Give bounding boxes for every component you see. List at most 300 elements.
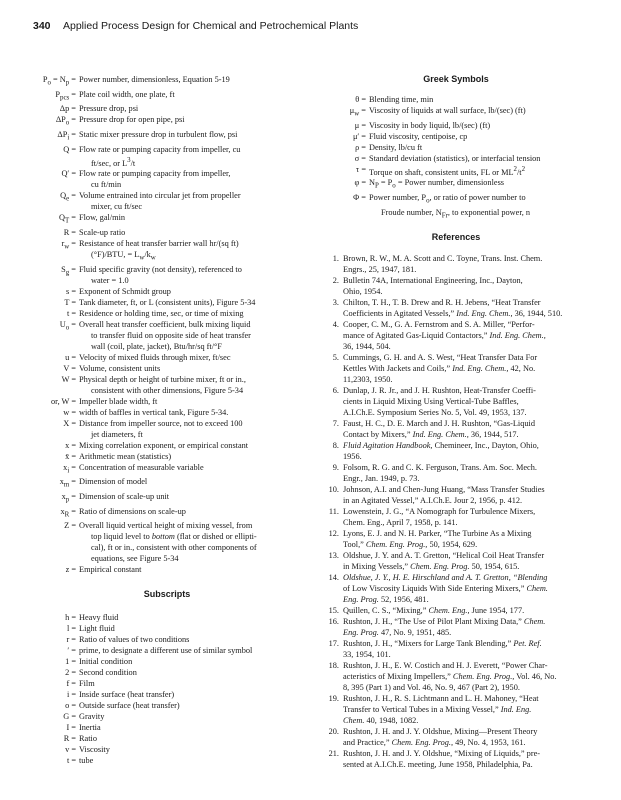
reference-text: [343, 275, 587, 297]
book-title: Applied Process Design for Chemical and Petrochemical Plants: [63, 20, 359, 32]
reference-number: 9.: [332, 463, 339, 473]
reference-entry: [325, 275, 587, 297]
nomenclature-definition: [79, 476, 312, 491]
subscript-symbol: o =: [65, 701, 76, 711]
definition-line: Volume entrained into circular jet from propeller: [79, 191, 241, 201]
nomenclature-definition: [79, 440, 312, 451]
greek-definition: [369, 164, 587, 178]
subscript-definition: Light fluid: [79, 624, 115, 634]
nomenclature-entry: [22, 451, 312, 462]
reference-number: 6.: [332, 386, 339, 396]
definition-line: Froude number, $N_{Fr}$, to exponential power, n: [381, 207, 531, 220]
reference-line: Chem. Eng., April 7, 1958, p. 141.: [343, 518, 458, 528]
definition-line: Fluid specific gravity (not density), referenced to: [79, 264, 242, 274]
definition-line: Blending time, min: [369, 95, 434, 104]
reference-entry: [325, 352, 587, 385]
definition-line: Power number, $P_o$, or ratio of power number to: [369, 193, 526, 205]
reference-entry: [325, 385, 587, 418]
greek-symbol-entry: [325, 192, 587, 221]
reference-entry: [325, 297, 587, 319]
reference-line: Fluid Agitation Handbook, Chemineer, Inc., Dayton, Ohio,: [343, 441, 539, 451]
subscript-symbol: 1 =: [65, 657, 76, 667]
nomenclature-symbol: R =: [63, 228, 76, 238]
reference-entry: [325, 693, 587, 726]
reference-entry: [325, 660, 587, 693]
definition-line: Viscosity of liquids at wall surface, lb/(sec) (ft): [369, 106, 526, 115]
nomenclature-definition: [79, 396, 312, 407]
nomenclature-list: [22, 74, 312, 575]
reference-text: [343, 506, 587, 528]
left-column: [22, 74, 312, 766]
definition-line: Flow rate or pumping capacity from impeller, cu: [79, 144, 241, 154]
nomenclature-entry: [22, 144, 312, 169]
subscript-definition: tube: [79, 756, 94, 766]
definition-line: Volume, consistent units: [79, 363, 161, 373]
right-column: [325, 74, 587, 770]
reference-line: Folsom, R. G. and C. K. Ferguson, Trans. Am. Soc. Mech.: [343, 463, 537, 473]
nomenclature-symbol: $\Delta P_o$ =: [55, 115, 76, 127]
greek-symbol-entry: [325, 164, 587, 178]
nomenclature-entry: [22, 114, 312, 129]
greek-definition: [369, 120, 587, 131]
nomenclature-definition: [79, 506, 312, 521]
reference-line: acteristics of Mixing Impellers,” Chem. Eng. Prog., Vol. 46, No.: [343, 672, 557, 682]
greek-definition: [369, 142, 587, 153]
nomenclature-entry: [22, 74, 312, 89]
nomenclature-entry: [22, 264, 312, 286]
subscript-symbol: f =: [66, 679, 76, 689]
subscript-definition: prime, to designate a different use of similar symbol: [79, 646, 253, 656]
greek-symbols-list: [325, 94, 587, 221]
nomenclature-definition: [79, 129, 312, 144]
reference-line: Rushton, J. H. and J. Y. Oldshue, “Mixing of Liquids,” pre-: [343, 749, 541, 759]
subscript-definition: Gravity: [79, 712, 105, 722]
nomenclature-symbol: $Q_e$ =: [60, 191, 76, 204]
reference-entry: [325, 506, 587, 528]
reference-entry: [325, 638, 587, 660]
definition-line: Distance from impeller source, not to exceed 100: [79, 418, 243, 428]
subscripts-list: [22, 612, 312, 766]
subscript-symbol: 2 =: [65, 668, 76, 678]
nomenclature-entry: [22, 286, 312, 297]
nomenclature-definition: [79, 308, 312, 319]
nomenclature-entry: [22, 227, 312, 238]
reference-line: mance of Agitated Gas-Liquid Contactors,” Ind. Eng. Chem.,: [343, 331, 546, 341]
greek-symbol: τ =: [355, 164, 366, 174]
reference-line: Rushton, J. H. and J. Y. Oldshue, Mixing—Present Theory: [343, 727, 538, 737]
reference-number: 17.: [328, 639, 339, 649]
reference-number: 5.: [332, 353, 339, 363]
reference-entry: [325, 528, 587, 550]
greek-symbols-heading: Greek Symbols: [423, 74, 489, 84]
reference-line: A.I.Ch.E. Symposium Series No. 5, Vol. 49, 1953, 137.: [343, 408, 527, 418]
nomenclature-symbol: Z =: [64, 521, 76, 531]
reference-text: [343, 253, 587, 275]
nomenclature-definition: [79, 74, 312, 89]
page-number: 340: [33, 20, 51, 32]
nomenclature-symbol: t =: [66, 308, 76, 318]
reference-line: Brown, R. W., M. A. Scott and C. Toyne, Trans. Inst. Chem.: [343, 254, 543, 264]
nomenclature-entry: [22, 352, 312, 363]
subscripts-heading: Subscripts: [143, 589, 191, 600]
subscript-definition: Second condition: [79, 668, 137, 678]
reference-number: 2.: [332, 276, 339, 286]
definition-line: Static mixer pressure drop in turbulent flow, psi: [79, 129, 238, 139]
definition-line: Resistance of heat transfer barrier wall hr/(sq ft): [79, 239, 239, 249]
nomenclature-entry: [22, 476, 312, 491]
nomenclature-symbol: $r_w$ =: [61, 239, 76, 251]
definition-line: Concentration of measurable variable: [79, 462, 204, 472]
nomenclature-definition: [79, 491, 312, 506]
nomenclature-definition: [79, 212, 312, 227]
reference-text: [343, 462, 587, 484]
reference-entry: [325, 418, 587, 440]
greek-symbol-entry: [325, 131, 587, 142]
reference-number: 4.: [332, 320, 339, 330]
subscript-entry: [22, 667, 312, 678]
reference-line: Chilton, T. H., T. B. Drew and R. H. Jebens, “Heat Transfer: [343, 298, 541, 308]
greek-symbol: θ =: [355, 95, 366, 104]
reference-text: [343, 638, 587, 660]
definition-line: Exponent of Schmidt group: [79, 286, 171, 296]
greek-symbol: Φ =: [353, 193, 366, 203]
definition-line: to transfer fluid on opposite side of heat transfer: [91, 330, 251, 340]
reference-line: 11,2303, 1950.: [343, 375, 393, 385]
subscript-entry: [22, 733, 312, 744]
nomenclature-definition: [79, 227, 312, 238]
subscript-entry: [22, 656, 312, 667]
greek-symbol-entry: [325, 177, 587, 192]
nomenclature-definition: [79, 103, 312, 114]
reference-text: [343, 352, 587, 385]
nomenclature-symbol: or, W =: [50, 396, 76, 406]
nomenclature-symbol: $x_R$ =: [60, 506, 76, 519]
subscript-definition: Outside surface (heat transfer): [79, 701, 180, 711]
reference-line: Rushton, J. H., R. S. Lichtmann and L. H. Mahoney, “Heat: [343, 694, 539, 704]
definition-line: jet diameters, ft: [91, 429, 143, 439]
reference-entry: [325, 572, 587, 605]
nomenclature-definition: [79, 168, 312, 190]
subscript-entry: [22, 678, 312, 689]
reference-line: Rushton, J. H., E. W. Costich and H. J. Everett, “Power Char-: [343, 661, 548, 671]
reference-line: Quillen, C. S., “Mixing,” Chem. Eng., June 1954, 177.: [343, 606, 525, 616]
reference-line: 1956.: [343, 452, 362, 462]
reference-line: Coefficients in Agitated Vessels,” Ind. Eng. Chem., 36, 1944, 510.: [343, 309, 563, 319]
subscript-symbol: t =: [66, 756, 76, 766]
reference-line: Johnson, A.I. and Chen-Jung Huang, “Mass Transfer Studies: [343, 485, 545, 495]
nomenclature-symbol: $P_o = N_p$ =: [42, 75, 76, 87]
reference-text: [343, 418, 587, 440]
reference-line: cients in Liquid Mixing Using Vertical-Tube Baffles,: [343, 397, 519, 407]
subscript-entry: [22, 689, 312, 700]
reference-line: Oldshue, J. Y. and A. T. Gretton, “Helical Coil Heat Transfer: [343, 551, 545, 561]
reference-line: Transfer to Vertical Tubes in a Mixing Vessel,” Ind. Eng.: [343, 705, 532, 715]
reference-text: [343, 297, 587, 319]
nomenclature-entry: [22, 89, 312, 104]
reference-entry: [325, 748, 587, 770]
nomenclature-entry: [22, 168, 312, 190]
page-header: [33, 20, 593, 36]
definition-line: Flow rate or pumping capacity from impeller,: [79, 169, 231, 179]
nomenclature-definition: [79, 114, 312, 129]
subscript-definition: Inertia: [79, 723, 101, 733]
definition-line: Viscosity in body liquid, lb/(sec) (ft): [369, 120, 491, 130]
references-heading: References: [431, 232, 481, 243]
nomenclature-definition: [79, 352, 312, 363]
subscript-entry: [22, 645, 312, 656]
reference-entry: [325, 253, 587, 275]
reference-text: [343, 748, 587, 770]
subscript-symbol: l =: [66, 624, 76, 634]
nomenclature-entry: [22, 363, 312, 374]
definition-line: Physical depth or height of turbine mixer, ft or in.,: [79, 374, 246, 384]
nomenclature-entry: [22, 520, 312, 564]
nomenclature-entry: [22, 506, 312, 521]
subscript-symbol: G =: [63, 712, 76, 722]
subscript-entry: [22, 711, 312, 722]
reference-text: [343, 440, 587, 462]
nomenclature-entry: [22, 374, 312, 396]
greek-symbol-entry: [325, 120, 587, 131]
definition-line: width of baffles in vertical tank, Figure 5-34.: [79, 407, 229, 417]
nomenclature-symbol: T =: [64, 297, 76, 307]
reference-line: of Low Viscosity Liquids With Side Entering Mixers,” Chem.: [343, 584, 548, 594]
definition-line: Overall liquid vertical height of mixing vessel, from: [79, 521, 253, 531]
definition-line: Impeller blade width, ft: [79, 396, 158, 406]
reference-entry: [325, 440, 587, 462]
greek-symbol-entry: [325, 142, 587, 153]
nomenclature-definition: [79, 319, 312, 352]
greek-symbol-entry: [325, 94, 587, 105]
definition-line: Plate coil width, one plate, ft: [79, 89, 175, 99]
reference-line: Rushton, J. H., “The Use of Pilot Plant Mixing Data,” Chem.: [343, 617, 546, 627]
greek-symbol: μ′ =: [352, 131, 366, 141]
subscript-definition: Inside surface (heat transfer): [79, 690, 175, 700]
subscript-symbol: ′ =: [67, 646, 76, 656]
reference-entry: [325, 616, 587, 638]
nomenclature-definition: [79, 190, 312, 212]
nomenclature-entry: [22, 564, 312, 575]
nomenclature-symbol: $x_i$ =: [63, 462, 76, 475]
reference-number: 1.: [332, 254, 339, 264]
reference-number: 13.: [328, 551, 339, 561]
greek-definition: [369, 94, 587, 105]
subscript-definition: Film: [79, 679, 95, 689]
nomenclature-entry: [22, 238, 312, 264]
definition-line: Overall heat transfer coefficient, bulk mixing liquid: [79, 319, 251, 329]
reference-text: [343, 528, 587, 550]
subscript-definition: Viscosity: [79, 745, 110, 755]
nomenclature-symbol: Q =: [63, 144, 76, 154]
definition-line: Tank diameter, ft, or L (consistent units), Figure 5-34: [79, 297, 256, 307]
reference-entry: [325, 726, 587, 748]
reference-number: 15.: [328, 606, 339, 616]
reference-line: Contact by Mixers,” Ind. Eng. Chem., 36, 1944, 517.: [343, 430, 519, 440]
reference-line: Lyons, E. J. and N. H. Parker, “The Turbine As a Mixing: [343, 529, 532, 539]
greek-symbol: ρ =: [355, 142, 366, 152]
nomenclature-symbol: V =: [63, 363, 76, 373]
reference-text: [343, 693, 587, 726]
reference-line: Faust, H. C., D. E. March and J. H. Rushton, “Gas-Liquid: [343, 419, 535, 429]
nomenclature-symbol: W =: [61, 374, 76, 384]
reference-line: 36, 1944, 504.: [343, 342, 391, 352]
reference-entry: [325, 319, 587, 352]
subscript-entry: [22, 700, 312, 711]
definition-line: Ratio of dimensions on scale-up: [79, 506, 186, 516]
nomenclature-entry: [22, 308, 312, 319]
definition-line: mixer, cu ft/sec: [91, 202, 143, 212]
nomenclature-symbol: x =: [65, 440, 76, 450]
nomenclature-symbol: w =: [63, 407, 76, 417]
subscript-entry: [22, 722, 312, 733]
nomenclature-definition: [79, 418, 312, 440]
reference-entry: [325, 462, 587, 484]
nomenclature-symbol: $U_o$ =: [59, 319, 76, 332]
reference-line: Cummings, G. H. and A. S. West, “Heat Transfer Data For: [343, 353, 538, 363]
subscript-entry: [22, 634, 312, 645]
nomenclature-entry: [22, 407, 312, 418]
nomenclature-entry: [22, 440, 312, 451]
reference-number: 10.: [328, 485, 339, 495]
reference-number: 8.: [332, 441, 339, 451]
reference-line: Cooper, C. M., G. A. Fernstrom and S. A. Miller, “Perfor-: [343, 320, 535, 330]
reference-number: 19.: [328, 694, 339, 704]
reference-line: Tool,” Chem. Eng. Prog., 50, 1954, 629.: [343, 540, 478, 550]
nomenclature-entry: [22, 103, 312, 114]
nomenclature-definition: [79, 564, 312, 575]
reference-line: Rushton, J. H., “Mixers for Large Tank Blending,” Pet. Ref.: [343, 639, 542, 649]
nomenclature-entry: [22, 297, 312, 308]
definition-line: cu ft/min: [91, 180, 122, 190]
nomenclature-definition: [79, 451, 312, 462]
nomenclature-definition: [79, 238, 312, 264]
reference-text: [343, 319, 587, 352]
nomenclature-definition: [79, 286, 312, 297]
reference-entry: [325, 605, 587, 616]
greek-symbol-entry: [325, 105, 587, 120]
definition-line: $N_P = P_o$ = Power number, dimensionless: [369, 178, 505, 191]
greek-symbol: μ =: [354, 120, 366, 130]
reference-line: Engrs., 25, 1947, 181.: [343, 265, 417, 275]
reference-number: 11.: [328, 507, 339, 517]
reference-line: Ohio, 1954.: [343, 287, 383, 297]
definition-line: equations, see Figure 5-34: [91, 554, 179, 564]
reference-line: Chem. 40, 1948, 1082.: [343, 716, 419, 726]
reference-line: and Practice,” Chem. Eng. Prog., 49, No. 4, 1953, 161.: [343, 738, 526, 748]
reference-line: sented at A.I.Ch.E. meeting, June 1958, Philadelphia, Pa.: [343, 760, 533, 770]
nomenclature-definition: [79, 297, 312, 308]
definition-line: Mixing correlation exponent, or empirical constant: [79, 440, 249, 450]
reference-line: Bulletin 74A, International Engineering, Inc., Dayton,: [343, 276, 523, 286]
nomenclature-definition: [79, 144, 312, 169]
reference-entry: [325, 550, 587, 572]
definition-line: (°F)/BTU, = $L_w/k_w$: [91, 250, 156, 262]
subscript-symbol: R =: [63, 734, 76, 744]
reference-line: Kettles With Jackets and Coils,” Ind. Eng. Chem., 42, No.: [343, 364, 536, 374]
nomenclature-symbol: z =: [65, 565, 76, 575]
reference-text: [343, 385, 587, 418]
nomenclature-symbol: $x_p$ =: [61, 492, 76, 504]
nomenclature-symbol: $\Delta P_i$ =: [57, 129, 76, 142]
subscript-symbol: I =: [66, 723, 76, 733]
subscript-symbol: v =: [65, 745, 76, 755]
definition-line: consistent with other dimensions, Figure 5-34: [91, 385, 244, 395]
nomenclature-symbol: Q′ =: [61, 169, 76, 179]
subscript-symbol: h =: [65, 613, 76, 623]
nomenclature-entry: [22, 491, 312, 506]
reference-text: [343, 726, 587, 748]
definition-line: Residence or holding time, sec, or time of mixing: [79, 308, 244, 318]
nomenclature-entry: [22, 190, 312, 212]
reference-number: 12.: [328, 529, 339, 539]
nomenclature-definition: [79, 374, 312, 396]
subscript-symbol: i =: [66, 690, 76, 700]
reference-entry: [325, 484, 587, 506]
greek-symbol: $\mu_w$ =: [349, 106, 366, 118]
nomenclature-entry: [22, 418, 312, 440]
definition-line: cal), ft or in., consistent with other components of: [91, 543, 257, 553]
reference-number: 20.: [328, 727, 339, 737]
subscript-symbol: r =: [66, 635, 76, 645]
definition-line: Velocity of mixed fluids through mixer, ft/sec: [79, 352, 231, 362]
nomenclature-definition: [79, 89, 312, 104]
definition-line: Standard deviation (statistics), or interfacial tension: [369, 153, 541, 163]
reference-text: [343, 605, 587, 616]
subscript-definition: Ratio: [79, 734, 97, 744]
nomenclature-symbol: $x_m$ =: [59, 477, 76, 490]
definition-line: Dimension of scale-up unit: [79, 492, 170, 502]
nomenclature-entry: [22, 129, 312, 144]
subscript-definition: Heavy fluid: [79, 613, 119, 623]
subscript-entry: [22, 623, 312, 634]
definition-line: ft/sec, or $L^3/t$: [91, 156, 136, 168]
reference-text: [343, 572, 587, 605]
definition-line: Fluid viscosity, centipoise, cp: [369, 131, 468, 141]
definition-line: Flow, gal/min: [79, 213, 126, 223]
nomenclature-symbol: $S_g$ =: [61, 264, 76, 277]
reference-line: Eng. Prog. 47, No. 9, 1951, 485.: [343, 628, 452, 638]
greek-definition: [369, 177, 587, 192]
reference-line: Dunlap, J. R. Jr., and J. H. Rushton, Heat-Transfer Coeffi-: [343, 386, 536, 396]
references-list: [325, 253, 587, 770]
reference-number: 18.: [328, 661, 339, 671]
subscript-entry: [22, 744, 312, 755]
greek-symbol-entry: [325, 153, 587, 164]
nomenclature-symbol: u =: [65, 352, 76, 362]
nomenclature-definition: [79, 520, 312, 564]
nomenclature-entry: [22, 462, 312, 477]
subscript-definition: Initial condition: [79, 657, 133, 667]
nomenclature-entry: [22, 396, 312, 407]
nomenclature-symbol: s =: [66, 286, 76, 296]
definition-line: Torque on shaft, consistent units, FL or $ML^2/t^2$: [369, 165, 526, 177]
definition-line: Arithmetic mean (statistics): [79, 451, 172, 461]
reference-text: [343, 616, 587, 638]
greek-definition: [369, 131, 587, 142]
definition-line: Empirical constant: [79, 565, 142, 575]
reference-line: in Mixing Vessels,” Chem. Eng. Prog. 50, 1954, 615.: [343, 562, 520, 572]
nomenclature-symbol: $P_{pcs}$ =: [55, 89, 76, 102]
reference-line: in an Agitated Vessel,” A.I.Ch.E. Jour 2, 1956, p. 412.: [343, 496, 523, 506]
subscript-definition: Ratio of values of two conditions: [79, 635, 190, 645]
reference-line: 8, 395 (Part 1) and Vol. 46, No. 9, 467 (Part 2), 1950.: [343, 683, 520, 693]
definition-line: Scale-up ratio: [79, 228, 126, 238]
definition-line: Power number, dimensionless, Equation 5-19: [79, 75, 230, 84]
reference-number: 16.: [328, 617, 339, 627]
greek-definition: [369, 192, 587, 221]
reference-line: Engr., Jan. 1949, p. 73.: [343, 474, 420, 484]
nomenclature-definition: [79, 264, 312, 286]
